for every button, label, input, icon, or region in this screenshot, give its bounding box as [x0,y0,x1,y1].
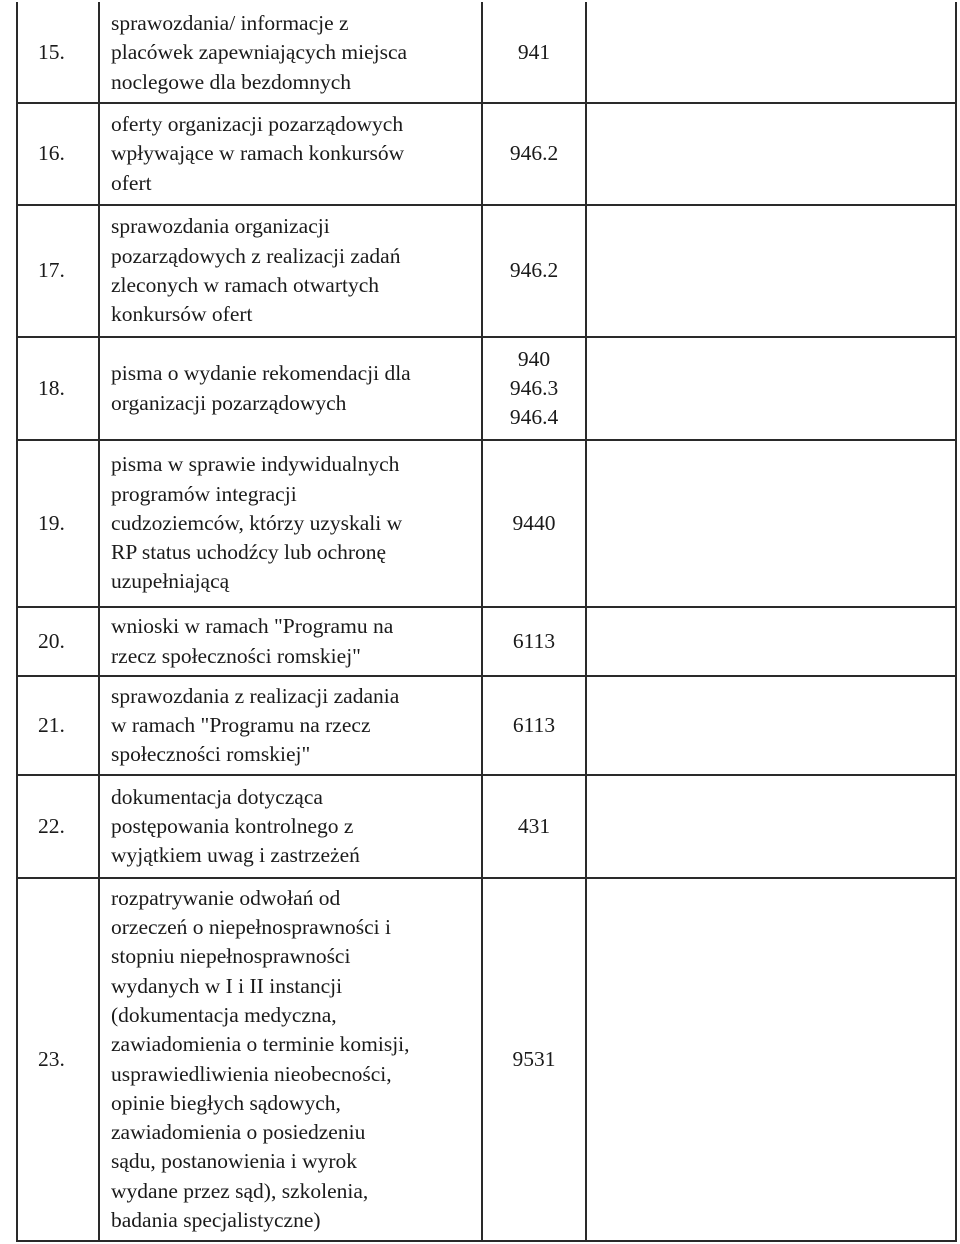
row-code-text: 941 [517,40,551,65]
row-number: 19. [38,510,65,535]
row-code [483,104,585,204]
row-number: 18. [38,375,65,400]
row-description [100,776,482,877]
row-description [100,4,482,102]
row-description-text: sprawozdania/ informacje z placówek zapewniających miejsca noclegowe dla bezdomnych [111,11,408,94]
row-description-text: sprawozdania organizacji pozarządowych z realizacji zadań zleconych w ramach otwartych konkursów ofert [111,214,401,327]
row-code [483,4,585,102]
row-number: 21. [38,712,65,737]
row-code-text: 9531 [512,1046,556,1071]
row-number: 22. [38,813,65,838]
row-description-text: oferty organizacji pozarządowych wpływające w ramach konkursów ofert [111,112,405,195]
row-code-text: 431 [517,813,551,838]
row-number: 20. [38,628,65,653]
row-code-text: 6113 [512,628,556,653]
row-code-text: 9440 [512,510,556,535]
row-code [483,338,585,439]
row-code [483,879,585,1240]
column-divider-code [585,2,587,1242]
row-description [100,879,482,1240]
row-code-text: 946.2 [509,141,559,166]
row-code-text: 6113 [512,712,556,737]
row-description [100,206,482,336]
row-code [483,206,585,336]
table-border-right [955,2,957,1242]
row-description-text: wnioski w ramach "Programu na rzecz społeczności romskiej" [111,614,394,668]
row-code [483,608,585,675]
row-number: 17. [38,258,65,283]
row-code [483,677,585,774]
row-number: 23. [38,1046,65,1071]
row-description-text: rozpatrywanie odwołań od orzeczeń o niepełnosprawności i stopniu niepełnosprawności wydanych w I i II instancji (dokumentacja medyczna, zawiadomienia o terminie komisji, usprawiedliwienia nieobecności, opinie biegłych sądowych, zawiadomienia o posiedzeniu sądu, postanowienia i wyrok wydane przez sąd), szkolenia, badania specjalistyczne) [111,885,410,1232]
row-description [100,677,482,774]
row-description-text: sprawozdania z realizacji zadania w ramach "Programu na rzecz społeczności romskiej" [111,683,400,767]
row-number: 16. [38,141,65,166]
table-border-bottom [16,1240,957,1242]
row-code [483,776,585,877]
row-number: 15. [38,40,65,65]
row-code-text: 946.2 [509,258,559,283]
row-description [100,441,482,606]
row-description-text: pisma w sprawie indywidualnych programów integracji cudzoziemców, którzy uzyskali w RP status uchodźcy lub ochronę uzupełniającą [111,452,403,594]
row-code [483,441,585,606]
row-description-text: pisma o wydanie rekomendacji dla organizacji pozarządowych [111,361,411,415]
row-code-text: 940 946.3 946.4 [509,346,559,430]
row-description [100,608,482,675]
row-description-text: dokumentacja dotycząca postępowania kontrolnego z wyjątkiem uwag i zastrzeżeń [111,784,360,868]
row-description [100,104,482,204]
row-description [100,338,482,439]
